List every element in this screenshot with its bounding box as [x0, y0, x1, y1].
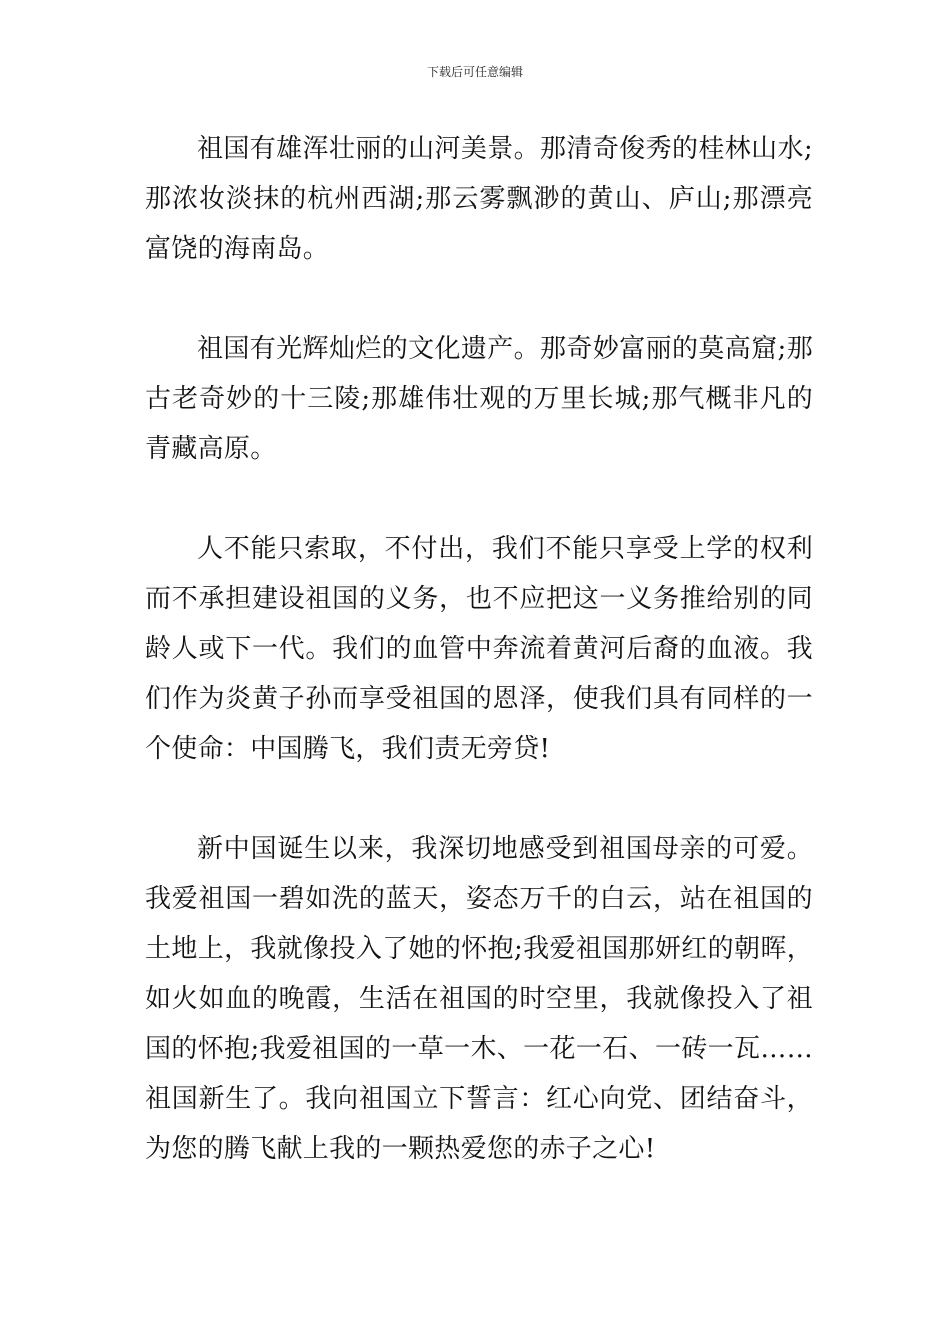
paragraph-spacer	[145, 774, 813, 824]
paragraph-spacer	[145, 274, 813, 324]
page-header: 下载后可任意编辑	[426, 65, 523, 79]
paragraph-duty: 人不能只索取，不付出，我们不能只享受上学的权利而不承担建设祖国的义务，也不应把这一义务推给别的同龄人或下一代。我们的血管中奔流着黄河后裔的血液。我们作为炎黄子孙而享受祖国的恩泽，使我们具有同样的一个使命：中国腾飞，我们责无旁贷!	[145, 534, 813, 764]
paragraph-spacer	[145, 474, 813, 524]
paragraph-landscape: 祖国有雄浑壮丽的山河美景。那清奇俊秀的桂林山水;那浓妆淡抹的杭州西湖;那云雾飘渺的黄山、庐山;那漂亮富饶的海南岛。	[145, 134, 813, 264]
paragraph-love: 新中国诞生以来，我深切地感受到祖国母亲的可爱。我爱祖国一碧如洗的蓝天，姿态万千的白云，站在祖国的土地上，我就像投入了她的怀抱;我爱祖国那妍红的朝晖，如火如血的晚霞，生活在祖国的时空里，我就像投入了祖国的怀抱;我爱祖国的一草一木、一花一石、一砖一瓦……祖国新生了。我向祖国立下誓言：红心向党、团结奋斗，为您的腾飞献上我的一颗热爱您的赤子之心!	[145, 834, 813, 1164]
paragraph-heritage: 祖国有光辉灿烂的文化遗产。那奇妙富丽的莫高窟;那古老奇妙的十三陵;那雄伟壮观的万里长城;那气概非凡的青藏高原。	[145, 334, 813, 464]
document-body	[145, 124, 813, 1174]
